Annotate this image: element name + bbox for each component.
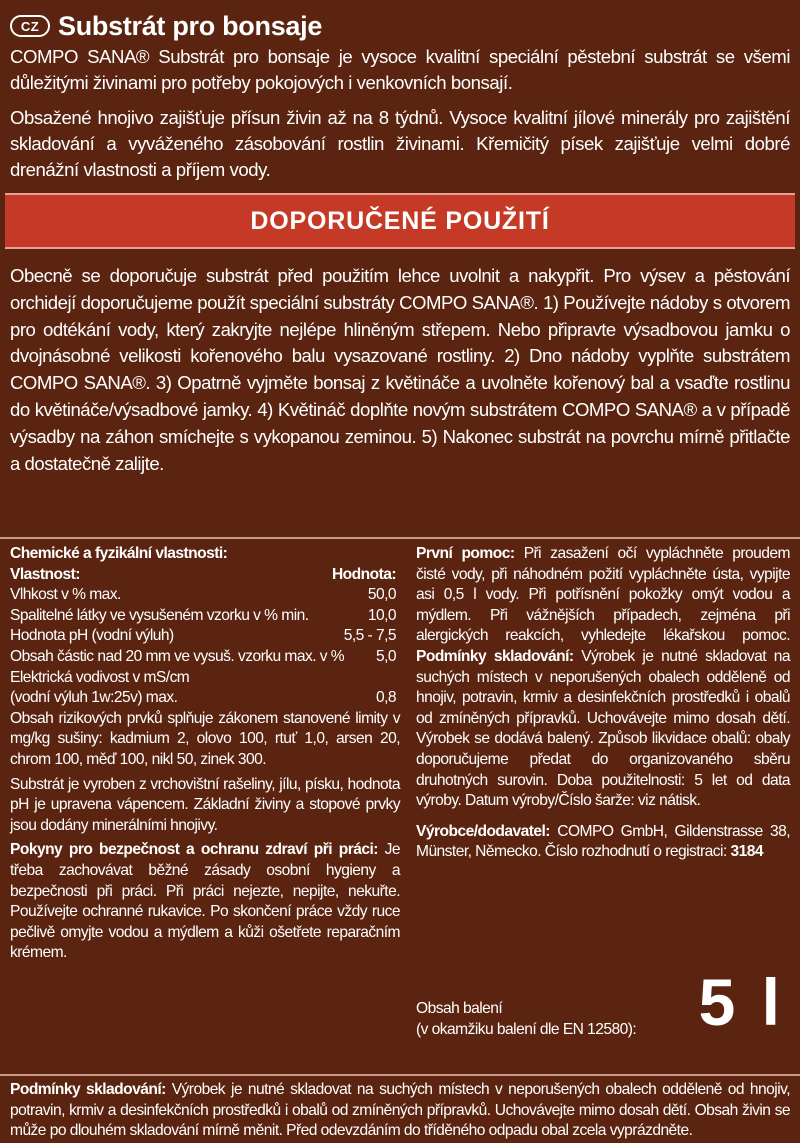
- first-aid-text: Při zasažení očí vypláchněte proudem čisté vody, při náhodném požití vypláchněte ústa, vypijte asi 0,5 l vody. Při potřísnění pokožky omýt vodou a mýdlem. Při vážnějších případech, zejména při alergických reakcích, vyhledejte lékařskou pomoc.: [416, 545, 790, 645]
- safety-section: [10, 840, 400, 964]
- usage-banner: [5, 193, 795, 249]
- package-label: Obsah balení: [416, 1000, 503, 1017]
- property-label: Obsah částic nad 20 mm ve vysuš. vzorku max. v %: [10, 647, 345, 665]
- property-row: [10, 585, 400, 606]
- title-row: [10, 8, 790, 44]
- property-value: 5,5 - 7,5: [343, 627, 396, 645]
- bottom-storage-heading: Podmínky skladování:: [10, 1081, 166, 1098]
- usage-text: Obecně se doporučuje substrát před použitím lehce uvolnit a nakypřit. Pro výsev a pěstování orchidejí doporučujeme použít speciální substráty COMPO SANA®. 1) Používejte nádoby s otvorem pro odtékání vody, který zakryjte nejlépe hliněným střepem. Nebo připravte výsadbovou jamku o dvojnásobné velikosti kořenového balu vysazované rostliny. 2) Dno nádoby vyplňte substrátem COMPO SANA®. 3) Opatrně vyjměte bonsaj z květináče a uvolněte kořenový bal a vsaďte rostlinu do květináče/výsadbové jamky. 4) Květináč doplňte novým substrátem COMPO SANA® a v případě výsadby na záhon smíchejte s vykopanou zeminou. 5) Nakonec substrát na povrchu mírně přitlačte a dostatečně zalijte.: [10, 265, 790, 474]
- property-row: [10, 606, 400, 627]
- value-column-header: Hodnota:: [331, 565, 396, 583]
- safety-text: Je třeba zachovávat běžné zásady osobní hygieny a bezpečnosti při práci. Při práci nejezte, nepijte, nekuřte. Používejte ochranné rukavice. Po skončení práce vždy ruce pečlivě omyjte vodou a mýdlem a kůži ošetřete reparačním krémem.: [10, 841, 400, 962]
- right-column: [416, 544, 790, 1072]
- bottom-storage-text: Výrobek je nutné skladovat na suchých místech v neporušených obalech odděleně od hnojiv, potravin, krmiv a desinfekčních prostředků i obalů od zmíněných přípravků. Uchovávejte mimo dosah dětí. Obsah živin se může po dlouhém skladování mírně měnit. Před odevzdáním do tříděného odpadu obal zcela vyprázdněte.: [10, 1081, 790, 1140]
- language-badge: CZ: [10, 15, 50, 37]
- property-label: (vodní výluh 1w:25v) max.: [10, 689, 178, 707]
- property-label: Spalitelné látky ve vysušeném vzorku v % min.: [10, 606, 309, 624]
- info-columns: [10, 544, 790, 1072]
- property-value: 50,0: [367, 586, 396, 604]
- left-column: [10, 544, 400, 1072]
- product-title: Substrát pro bonsaje: [58, 10, 323, 41]
- property-row: [10, 647, 400, 668]
- package-info: [416, 999, 636, 1040]
- safety-heading: Pokyny pro bezpečnost a ochranu zdraví při práci:: [10, 841, 378, 859]
- properties-heading: Chemické a fyzikální vlastnosti:: [10, 545, 228, 562]
- section-divider-top: [0, 537, 800, 539]
- conductivity-label: Elektrická vodivost v mS/cm: [10, 668, 190, 686]
- property-value: 10,0: [367, 606, 396, 624]
- section-divider-bottom: [0, 1074, 800, 1076]
- storage-text: Výrobek je nutné skladovat na suchých místech v neporušených obalech odděleně od hnojiv, potravin, krmiv a desinfekčních prostředků i obalů od zmíněných přípravků. Uchovávejte mimo dosah dětí. Výrobek se dodává balený. Způsob likvidace obalů: obaly doporučujeme předat do organizovaného sběru druhotných surovin. Doba použitelnosti: 5 let od data výroby. Datum výroby/Číslo šarže: viz nátisk.: [416, 647, 790, 810]
- intro-text: [10, 44, 790, 183]
- property-label: Vlhkost v % max.: [10, 586, 121, 604]
- property-column-header: Vlastnost:: [10, 565, 80, 583]
- property-value: 5,0: [375, 647, 396, 665]
- manufacturer-text: COMPO GmbH, Gildenstrasse 38, Münster, Německo. Číslo rozhodnutí o registraci:: [416, 822, 790, 861]
- manufacturer-section: [416, 822, 790, 863]
- header-section: [0, 0, 800, 183]
- bottom-storage-section: [10, 1080, 790, 1142]
- package-note: (v okamžiku balení dle EN 12580):: [416, 1020, 637, 1038]
- property-label: Hodnota pH (vodní výluh): [10, 627, 174, 645]
- risk-elements-text: Obsah rizikových prvků splňuje zákonem stanovené limity v mg/kg sušiny: kadmium 2, olovo 100, rtuť 1,0, arsen 20, chrom 100, měď 100, nikl 50, zinek 300.: [10, 709, 400, 768]
- composition-text: Substrát je vyroben z vrchovištní rašeliny, jílu, písku, hodnota pH je upravena vápencem. Základní živiny a stopové prvky jsou dodány minerálními hnojivy.: [10, 775, 400, 834]
- usage-section: [0, 249, 800, 477]
- intro-paragraph-2: Obsažené hnojivo zajišťuje přísun živin až na 8 týdnů. Vysoce kvalitní jílové minerály pro zajištění skladování a vyváženého zásobování rostlin živinami. Křemičitý písek zajišťuje velmi dobré drenážní vlastnosti a příjem vody.: [10, 107, 790, 180]
- intro-paragraph-1: COMPO SANA® Substrát pro bonsaje je vysoce kvalitní speciální pěstební substrát se všemi důležitými živinami pro potřeby pokojových i venkovních bonsají.: [10, 46, 790, 93]
- property-row: [10, 626, 400, 647]
- usage-banner-label: DOPORUČENÉ POUŽITÍ: [250, 206, 550, 235]
- property-row: [10, 688, 400, 709]
- first-aid-heading: První pomoc:: [416, 545, 515, 562]
- package-volume: 5 l: [698, 965, 784, 1039]
- storage-heading: Podmínky skladování:: [416, 647, 574, 665]
- first-aid-section: [416, 544, 790, 812]
- property-value: 0,8: [375, 689, 396, 707]
- registration-number: 3184: [730, 843, 764, 861]
- manufacturer-heading: Výrobce/dodavatel:: [416, 822, 550, 840]
- properties-header-row: [10, 565, 400, 586]
